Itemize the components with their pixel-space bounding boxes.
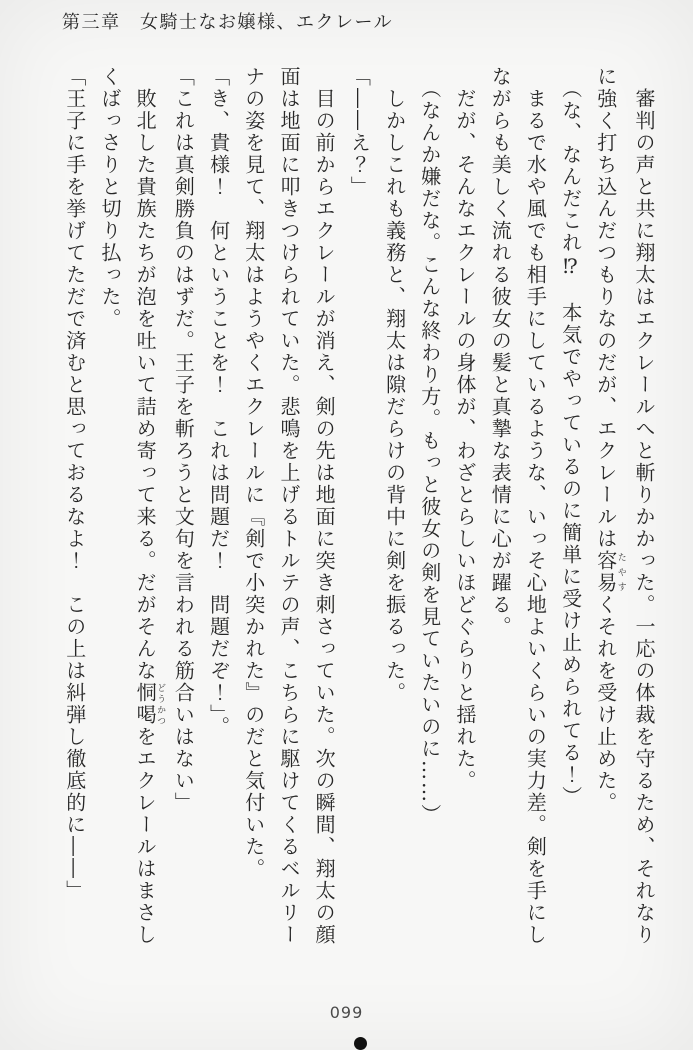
text-body <box>57 66 661 954</box>
text-column: 目の前からエクレールが消え、剣の先は地面に突き刺さっていた。次の瞬間、翔太の顔 <box>312 66 337 946</box>
chapter-heading: 第三章 女騎士なお嬢様、エクレール <box>62 12 394 33</box>
text-column: （な、なんだこれ⁉ 本気でやっているのに簡単に受け止められてる！） <box>558 66 583 808</box>
ruby-text: どうかつ <box>155 682 166 726</box>
text-column: まるで水や風でも相手にしているような、いっそ心地よいくらいの実力差。剣を手にし <box>523 66 548 946</box>
text-run: に強く打ち込んだつもりなのだが、エクレールは <box>593 66 618 550</box>
page-number: 099 <box>329 1003 364 1022</box>
text-run: 敗北した貴族たちが泡を吐いて詰め寄って来る。だがそんな <box>133 66 158 682</box>
text-column: 審判の声と共に翔太はエクレールへと斬りかかった。一応の体裁を守るため、それなり <box>632 66 656 946</box>
text-column <box>588 66 626 954</box>
text-column: 「――え？」 <box>347 66 372 198</box>
text-run: くそれを受け止めた。 <box>593 594 618 814</box>
text-column: 「これは真剣勝負のはずだ。王子を斬ろうと文句を言われる筋合いはない」 <box>171 66 196 814</box>
text-column <box>127 66 165 954</box>
furigana-word <box>593 550 626 594</box>
text-run: をエクレールはまさし <box>133 726 158 946</box>
text-column: くばっさりと切り払った。 <box>97 66 122 330</box>
furigana-word <box>133 682 166 726</box>
binding-dot <box>354 1037 367 1050</box>
text-column: 面は地面に叩きつけられていた。悲鳴を上げるトルテの声、こちらに駆けてくるベルリー <box>276 66 301 946</box>
text-column: 「き、貴様！ 何ということを！ これは問題だ！ 問題だぞ！」。 <box>206 66 231 738</box>
text-column: しかしこれも義務と、翔太は隙だらけの背中に剣を振るった。 <box>382 66 407 704</box>
text-column: ながらも美しく流れる彼女の髪と真摯な表情に心が躍る。 <box>488 66 513 638</box>
text-column: だが、そんなエクレールの身体が、わざとらしいほどぐらりと揺れた。 <box>452 66 477 792</box>
text-column: 「王子に手を挙げてただで済むと思っておるなよ！ この上は糾弾し徹底的に――」 <box>62 66 87 902</box>
ruby-base: 恫喝 <box>133 682 158 726</box>
text-column: ナの姿を見て、翔太はようやくエクレールに『剣で小突かれた』のだと気付いた。 <box>241 66 266 880</box>
ruby-text: たやす <box>615 550 626 594</box>
text-column: （なんか嫌だな。こんな終わり方。もっと彼女の剣を見ていたいのに……） <box>417 66 442 826</box>
ruby-base: 容易 <box>593 550 618 594</box>
